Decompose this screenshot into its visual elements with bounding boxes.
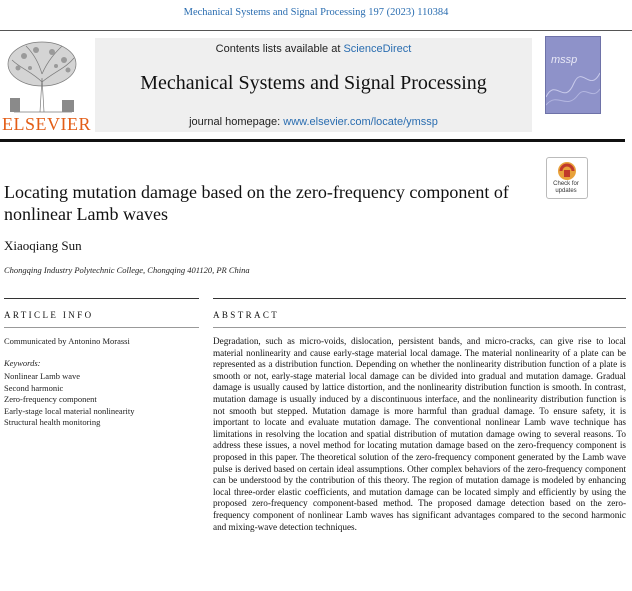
keyword-item: Nonlinear Lamb wave (4, 371, 80, 381)
author-affiliation: Chongqing Industry Polytechnic College, Chongqing 401120, PR China (4, 265, 250, 275)
author-name[interactable]: Xiaoqiang Sun (4, 238, 82, 253)
sciencedirect-link[interactable]: ScienceDirect (343, 43, 412, 55)
journal-homepage-link[interactable]: www.elsevier.com/locate/ymssp (283, 116, 438, 128)
journal-title: Mechanical Systems and Signal Processing (140, 72, 487, 94)
abstract-divider-bottom (213, 327, 626, 328)
journal-cover-image[interactable] (545, 36, 601, 114)
communicated-by: Communicated by Antonino Morassi (4, 336, 130, 346)
info-divider-bottom (4, 327, 199, 328)
cover-label: mssp (551, 54, 578, 66)
article-title: Locating mutation damage based on the zero-frequency component of nonlinear Lamb waves (4, 182, 509, 224)
check-for-updates-label: Check for updates (553, 181, 579, 194)
journal-citation[interactable]: Mechanical Systems and Signal Processing 197 (2023) 110384 (183, 7, 449, 18)
publisher-name: ELSEVIER (2, 114, 91, 134)
contents-prefix: Contents lists available at (215, 43, 344, 55)
header-divider (0, 139, 625, 142)
keywords-list (4, 371, 135, 429)
keywords-heading: Keywords: (4, 358, 41, 368)
homepage-prefix: journal homepage: (189, 116, 284, 128)
keyword-item: Zero-frequency component (4, 394, 97, 405)
abstract-heading: ABSTRACT (213, 310, 280, 320)
keyword-item: Early-stage local material nonlinearity (4, 405, 135, 416)
abstract-text: Degradation, such as micro-voids, dislocation, persistent bands, and micro-cracks, can give rise to local material nonlinearity and cause early-stage material local damage. The material nonlinearity of a plate can be represented as a distribution function. Depending on whether the nonlinearity distribution function of a plate is smooth or not, early-stage material local damage can be divided into gradual and mutation damage. Gradual damage is usually caused by lattice distortion, and the nonlinearity distribution function is smooth. In contrast, mutation damage is usually induced by a discontinuous interface, and the nonlinearity distribution function is not smooth but stepped. Mutation damage is more harmful than gradual damage. To ensure safety, it is important to locate and evaluate mutation damage. The conventional nonlinear Lamb wave technique has limitations in resolving the location and spatial distribution of mutation damage owing to several reasons. To address these issues, a novel method for locating mutation damage based on the zero-frequency component is proposed in this paper. The theoretical solution of the zero-frequency component generated by the Lamb wave pulse is derived based on certain ideal assumptions. Other complex behaviors of the zero-frequency component can be understood by the contribution of this theory. The region of mutation damage is modeled by enhancing local three-order elastic coefficients, and mutation damage can be located simply and efficiently by using the proposed zero-frequency component-based method. The proposed damage detection based on the zero-frequency component of nonlinear Lamb waves has significant advantages compared to the second harmonic and mixing-wave detection techniques. (213, 336, 626, 532)
homepage-line (95, 116, 532, 128)
top-divider (0, 30, 632, 31)
keyword-item: Second harmonic (4, 382, 64, 393)
contents-line (95, 43, 532, 55)
article-info-heading: ARTICLE INFO (4, 310, 94, 320)
info-divider-top (4, 298, 199, 299)
abstract-divider-top (213, 298, 626, 299)
keyword-item: Structural health monitoring (4, 417, 101, 428)
